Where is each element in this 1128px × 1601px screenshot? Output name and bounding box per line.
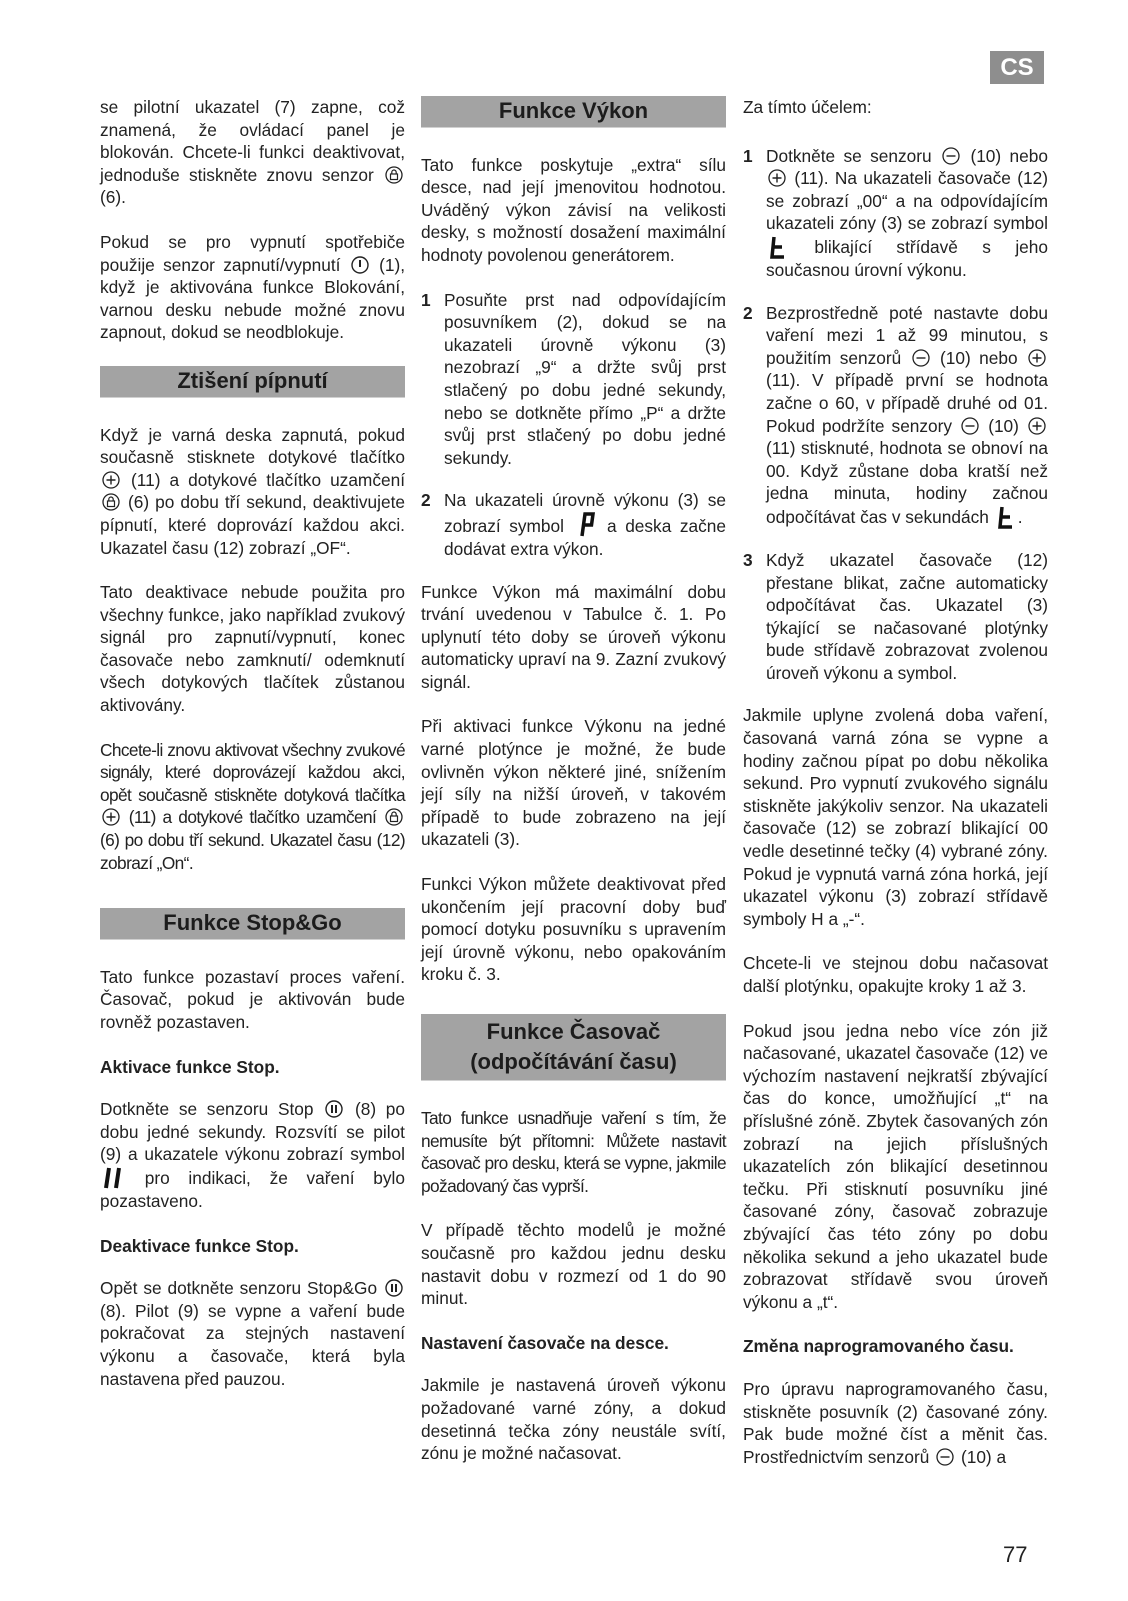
text: Na ukazateli úrovně výkonu (3) se zobrazí symbol <box>444 490 726 536</box>
list-item <box>743 549 1048 685</box>
heading-line: Funkce Časovač <box>486 1019 661 1044</box>
text: (6). <box>100 187 126 208</box>
text: Pro úpravu naprogramovaného času, stiskněte posuvník (2) časované zóny. Pak bude možné číst a měnit čas. Prostřednictvím senzorů <box>743 1378 1048 1467</box>
paragraph: Funkci Výkon můžete deaktivovat před ukončením její pracovní doby buď pomocí dotyku posuvníku s upravením její úrovně výkonu, nebo opakováním kroku č. 3. <box>421 874 726 985</box>
paragraph <box>743 1378 1048 1468</box>
text: (10) <box>988 415 1019 436</box>
paragraph: Chcete-li ve stejnou dobu načasovat další plotýnku, opakujte kroky 1 až 3. <box>743 953 1048 996</box>
minus-icon <box>912 349 930 367</box>
paragraph: Tato funkce usnadňuje vaření s tím, že nemusíte být přítomni: Můžete nastavit časovač pro desku, která se vypne, jakmile požadovaný čas vyprší. <box>421 1108 726 1196</box>
text: (8). Pilot (9) se vypne a vaření bude pokračovat za stejných nastavení výkonu a časovače, která byla nastavena před pauzou. <box>100 1300 405 1389</box>
subheading: Aktivace funkce Stop. <box>100 1056 280 1077</box>
minus-icon <box>942 147 960 165</box>
paragraph <box>100 1277 405 1390</box>
column-3 <box>743 96 1048 1490</box>
text: Chcete-li znovu aktivovat všechny zvukové signály, které doprovázejí každou akci, opět současně stiskněte dotyková tlačítka <box>100 739 405 805</box>
paragraph <box>100 1098 405 1212</box>
paragraph <box>100 231 405 344</box>
list-item <box>743 302 1048 529</box>
minus-icon <box>961 417 979 435</box>
subheading: Změna naprogramovaného času. <box>743 1336 1014 1357</box>
text: (10) nebo <box>940 347 1018 368</box>
language-badge: CS <box>990 51 1044 84</box>
lock-icon <box>385 166 403 184</box>
plus-icon <box>102 808 120 826</box>
text: a deska začne dodávat extra výkon. <box>444 515 726 559</box>
paragraph: Za tímto účelem: <box>743 97 872 117</box>
column-2 <box>421 96 726 1487</box>
text: blikající střídavě s jeho současnou úrovní výkonu. <box>766 236 1048 280</box>
paragraph: Jakmile je nastavená úroveň výkonu požadované varné zóny, a dokud desetinná tečka zóny neustále svítí, zónu je možné načasovat. <box>421 1375 726 1464</box>
text: (11) a dotykové tlačítko uzamčení <box>128 807 377 828</box>
text: Bezprostředně poté nastavte dobu vaření mezi 1 až 99 minutou, s použitím senzorů <box>766 302 1048 368</box>
text: Dotkněte se senzoru Stop <box>100 1099 314 1120</box>
subheading: Nastavení časovače na desce. <box>421 1332 669 1353</box>
paragraph: Pokud jsou jedna nebo více zón již načasované, ukazatel časovače (12) ve výchozím nastavení nejkratší zbývající čas do konce, umožňující „t“ na příslušné zóně. Zbytek časovaných zón zobrazí na jejich příslušných ukazatelích zón blikající desetinnou tečku. Při stisknutí posuvníku jiné časované zóny, časovač zobrazuje zbývající čas této zóny po dobu několika sekund a jeho ukazatel bude zobrazovat střídavě svou úroveň výkonu a „t“. <box>743 1020 1048 1312</box>
text: pro indikaci, že vaření bylo pozastaveno. <box>100 1167 405 1211</box>
minus-icon <box>936 1448 954 1466</box>
item-text: Posuňte prst nad odpovídajícím posuvníkem (2), dokud se na ukazateli úrovně výkonu (3) nezobrazí „9“ a držte svůj prst stlačený po dobu jedné sekundy, nebo se dotkněte přímo „P“ a držte svůj prst stlačený po dobu jedné sekundy. <box>444 289 726 468</box>
section-heading-stop-go: Funkce Stop&Go <box>100 908 405 940</box>
text: Dotkněte se senzoru <box>766 145 932 166</box>
paragraph: Funkce Výkon má maximální dobu trvání uvedenou v Tabulce č. 1. Po uplynutí této doby se úroveň výkonu automaticky upraví na 9. Zazní zvukový signál. <box>421 581 726 692</box>
item-number: 3 <box>743 549 753 570</box>
item-text: Když ukazatel časovače (12) přestane blikat, začne automaticky odpočítávat čas. Ukazatel (3) týkající se načasované plotýnky bude střídavě zobrazovat zvolenou úroveň výkonu a symbol. <box>766 549 1048 683</box>
text: (6) po dobu tří sekund. Ukazatel času (12) zobrazí „On“. <box>100 830 405 873</box>
item-number: 2 <box>743 302 753 323</box>
paragraph: Tato deaktivace nebude použita pro všechny funkce, jako například zvukový signál pro zapnutí/vypnutí, konec časovače nebo zamknutí/ odemknutí všech dotykových tlačítek zůstanou aktivovány. <box>100 582 405 716</box>
pause-icon <box>325 1100 343 1118</box>
item-number: 1 <box>421 289 431 310</box>
text: (11). Na ukazateli časovače (12) se zobrazí „00“ a na odpovídajícím ukazateli zóny (3) se zobrazí symbol <box>766 168 1048 234</box>
heading-line: (odpočítávání času) <box>470 1049 677 1074</box>
section-heading-timer <box>421 1014 726 1081</box>
column-1 <box>100 96 405 1412</box>
paragraph <box>100 739 405 875</box>
item-number: 2 <box>421 490 431 511</box>
text: (10) nebo <box>970 145 1048 166</box>
plus-icon <box>768 169 786 187</box>
pause-digit-symbol-icon <box>103 1166 123 1190</box>
timer-t-symbol-icon <box>997 505 1015 529</box>
text: Pokud se pro vypnutí spotřebiče použije senzor zapnutí/vypnutí <box>100 231 405 275</box>
paragraph <box>100 424 405 560</box>
item-text <box>766 302 1048 529</box>
section-heading-power: Funkce Výkon <box>421 96 726 128</box>
item-number: 1 <box>743 145 753 166</box>
subheading: Deaktivace funkce Stop. <box>100 1235 299 1256</box>
section-heading-beep: Ztišení pípnutí <box>100 366 405 398</box>
text: (1), když je aktivována funkce Blokování, varnou desku nebude možné znovu zapnout, dokud se neodblokuje. <box>100 254 405 343</box>
pause-icon <box>385 1279 403 1297</box>
item-text <box>766 145 1048 282</box>
paragraph: Jakmile uplyne zvolená doba vaření, časovaná varná zóna se vypne a hodiny začnou pípat po dobu několika sekund. Pro vypnutí zvukového signálu stiskněte jakýkoliv senzor. Na ukazateli časovače (12) se zobrazí blikající 00 vedle desetinné tečky (4) vybrané zóny. Pokud je vypnutá varná zóna horká, její ukazatel výkonu (3) zobrazí střídavě symboly H a „-“. <box>743 705 1048 929</box>
paragraph: Tato funkce poskytuje „extra“ sílu desce, nad její jmenovitou hodnotou. Uváděný výkon závisí na velikosti desky, s možností dosažení maximální hodnoty povolenou generátorem. <box>421 154 726 265</box>
text: Když je varná deska zapnutá, pokud současně stisknete dotykové tlačítko <box>100 424 405 468</box>
text: . <box>1017 506 1023 527</box>
list-item <box>421 489 726 560</box>
paragraph: V případě těchto modelů je možné současně pro každou jednu desku nastavit dobu v rozmezí od 1 do 90 minut. <box>421 1220 726 1309</box>
text: (6) po dobu tří sekund, deaktivujete pípnutí, které doprovází každou akci. Ukazatel času (12) zobrazí „OF“. <box>100 492 405 558</box>
text: (8) po dobu jedné sekundy. Rozsvítí se pilot (9) a ukazatele výkonu zobrazí symbol <box>100 1099 405 1165</box>
text: (10) a <box>960 1446 1007 1467</box>
text: (11). V případě první se hodnota začne o 60, v případě druhé od 01. Pokud podržíte senzory <box>766 370 1048 436</box>
paragraph <box>100 96 405 209</box>
lock-icon <box>385 808 403 826</box>
item-text <box>444 489 726 560</box>
plus-icon <box>1028 349 1046 367</box>
paragraph: Tato funkce pozastaví proces vaření. Časovač, pokud je aktivován bude rovněž pozastaven. <box>100 966 405 1032</box>
plus-icon <box>1028 417 1046 435</box>
timer-t-symbol-icon <box>769 235 787 259</box>
list-item <box>421 289 726 470</box>
text: Opět se dotkněte senzoru Stop&Go <box>100 1278 378 1299</box>
text: (11) stisknuté, hodnota se obnoví na 00. Když zůstane doba kratší než jedna minuta, hodiny začnou odpočítávat čas v sekundách <box>766 438 1048 527</box>
lock-icon <box>102 493 120 511</box>
plus-icon <box>102 471 120 489</box>
paragraph: Při aktivaci funkce Výkonu na jedné varné plotýnce je možné, že bude ovlivněn výkon některé jiné, snížením její síly na nižší úroveň, v takovém případě to bude zobrazeno na její ukazateli (3). <box>421 716 726 850</box>
page-number: 77 <box>1003 1542 1028 1567</box>
text: se pilotní ukazatel (7) zapne, což znamená, že ovládací panel je blokován. Chcete-li funkci deaktivovat, jednoduše stiskněte znovu senzor <box>100 97 405 185</box>
power-p-symbol-icon <box>576 512 596 538</box>
list-item <box>743 145 1048 282</box>
power-icon <box>351 256 369 274</box>
text: (11) a dotykové tlačítko uzamčení <box>131 469 405 490</box>
